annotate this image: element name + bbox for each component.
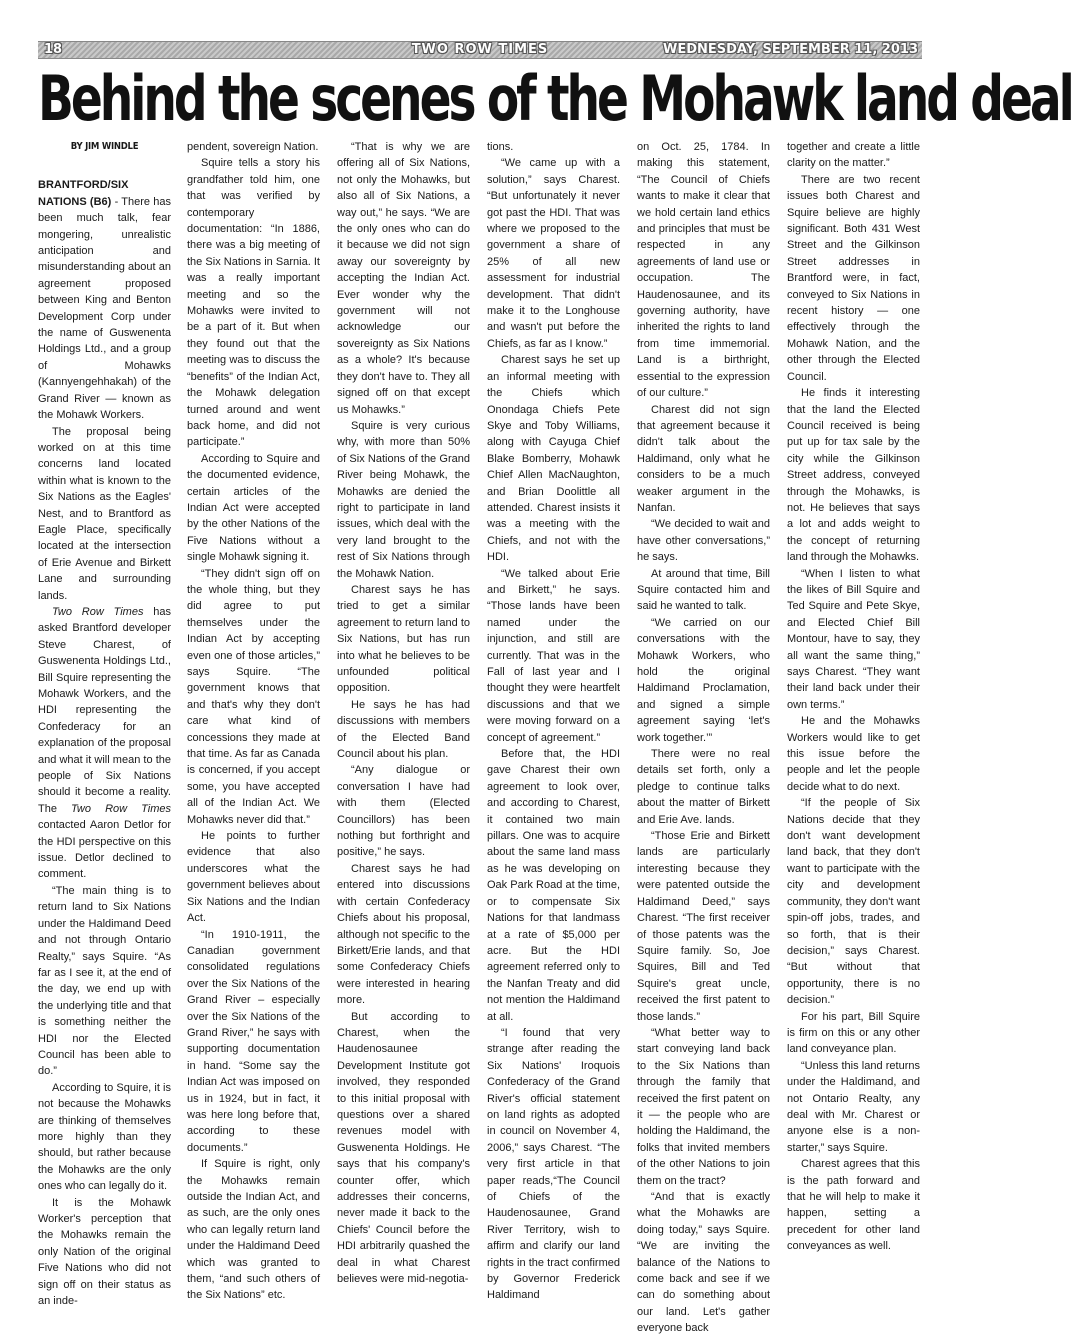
column-6 — [787, 139, 920, 1259]
paragraph: on Oct. 25, 1784. In making this statement, “The Council of Chiefs wants to make it clear that we hold certain land ethics and principles that must be respected in any agreements of land use or occupation. The Haudenosaunee, and its governing authority, have inherited the rights to land from time immemorial. Land is a birthright, essential to the expression of our culture.” — [637, 141, 770, 400]
column-2 — [187, 139, 320, 1302]
paragraph: The proposal being worked on at this time concerns land located within what is known to the Six Nations as the Eagles' Nest, and to Brantford as Eagle Place, specifically located at the intersection of Erie Avenue and Birkett Lane and surrounding lands. — [38, 425, 171, 602]
column-3 — [337, 139, 470, 1286]
paragraph: If Squire is right, only the Mohawks remain outside the Indian Act, and as such, are the only ones who can legally return land under the Haldimand Deed which was granted to them, “and such others of the Six Nations” etc. — [187, 1158, 320, 1302]
paragraph: “Any dialogue or conversation I have had with them (Elected Councillors) has been nothing but forthright and positive,” he says. — [337, 764, 470, 859]
paragraph: Charest says he has tried to get a similar agreement to return land to Six Nations, but has run into what he believes to be unfounded political opposition. — [337, 583, 470, 695]
column-5 — [637, 139, 770, 1335]
paragraph: Charest agrees that this is the path forward and that he will help to make it happen, setting a precedent for other land conveyances as well. — [787, 1158, 920, 1253]
paragraph: “If the people of Six Nations decide that they don't want development land back, that they don't want to participate with the city and development community, they don't want spin-off jobs, trades, and so forth, that is their decision,” says Charest. “But without that opportunity, there is no decision.” — [787, 797, 920, 1007]
paragraph: tions. — [487, 141, 514, 153]
paragraph: “That is why we are offering all of Six Nations, not only the Mohawks, but also all of Six Nations, a way out,” he says. “We are the only ones who can do it because we did not sign away our sovereignty by accepting the Indian Act. Ever wonder why the government will not acknowledge our sovereignty as Six Nations as a whole? It's because they don't have to. They all signed off on that except us Mohawks.” — [337, 141, 470, 416]
paragraph: He points to further evidence that also underscores what the government believes about Six Nations and the Indian Act. — [187, 830, 320, 925]
header-banner — [38, 41, 922, 59]
paragraph: “When I listen to what the likes of Bill Squire and Ted Squire and Pete Skye, and Elected Chief Bill Montour, have to say, they all want the same thing,” says Charest. “They want their land back under their own terms.” — [787, 567, 920, 711]
column-4 — [487, 139, 620, 1302]
paragraph: “I found that very strange after reading the Six Nations' Iroquois Confederacy of the Grand River's official statement on land rights as adopted in council on November 4, 2006,” says Charest. “The very first article in that paper reads,“The Council of Chiefs of the Haudenosaunee, Grand River Territory, wish to affirm and clarify our land rights in the tract confirmed by Governor Frederick Haldimand — [487, 1026, 620, 1302]
paragraph: Charest says he had entered into discussions with certain Confederacy Chiefs about his proposal, although not specific to the Birkett/Erie lands, and that some Confederacy Chiefs were interested in hearing more. — [337, 862, 470, 1007]
paragraph: Charest says he set up an informal meeting with the Chiefs which Onondaga Chiefs Pete Skye and Toby Williams, along with Cayuga Chief Blake Bomberry, Mohawk Chief Allen MacNaughton, and Brian Doolittle all attended. Charest insists it was a meeting with the Chiefs, and not with the HDI. — [487, 354, 620, 564]
paragraph: “We decided to wait and have other conversations,” he says. — [637, 518, 770, 564]
paragraph: According to Squire, it is not because the Mohawks are thinking of themselves more highly than they should, but rather because the Mohawks are the only ones who can legally do it. — [38, 1081, 171, 1193]
paragraph: “What better way to start conveying land back to the Six Nations than through the family that received the first patent on it — the people who are holding the Haldimand, the folks that invited members of the other Nations to join them on the tract? — [637, 1026, 770, 1187]
paragraph: BRANTFORD/SIX NATIONS (B6) - There has been much talk, fear mongering, unrealistic anticipation and misunderstanding about an agreement proposed between King and Benton Development Corp under the name of Guswenenta Holdings Ltd., and a group of Mohawks (Kannyengehhakah) of the Grand River — known as the Mohawk Workers. — [38, 179, 171, 422]
paragraph: According to Squire and the documented evidence, certain articles of the Indian Act were accepted by the other Nations of the Five Nations without a single Mohawk signing it. — [187, 452, 320, 564]
paragraph: “In 1910-1911, the Canadian government consolidated regulations over the Six Nations of the Grand River – especially over the Six Nations of the Grand River,” he says with supporting documentation in hand. “Some say the Indian Act was imposed on us in 1924, but in fact, it was here long before that, according to these documents.” — [187, 928, 320, 1154]
paragraph: “We came up with a solution,” says Charest. “But unfortunately it never got past the HDI. That was where we proposed to the government a share of 25% of all new assessment for industrial development. That didn't make it to the Longhouse and wasn't put before the Chiefs, as far as I know.” — [487, 157, 620, 350]
paragraph: For his part, Bill Squire is firm on this or any other land conveyance plan. — [787, 1010, 920, 1056]
paragraph: “We talked about Erie and Birkett,” he says. “Those lands have been named under the injunction, and still are currently. That was in the Fall of last year and I thought they were heartfelt discussions and that we were moving forward on a concept of agreement.” — [487, 567, 620, 744]
column-1 — [38, 139, 171, 1308]
paragraph: At around that time, Bill Squire contacted him and said he wanted to talk. — [637, 567, 770, 613]
paragraph: “And that is exactly what the Mohawks are doing today,” says Squire. “We are inviting the balance of the Nations to come back and see if we can do something about our land. Let's gather everyone back — [637, 1191, 770, 1335]
byline: BY JIM WINDLE — [70, 141, 139, 152]
paragraph: “Those Erie and Birkett lands are particularly interesting because they were patented outside the Haldimand Deed,” says Charest. “The first receiver of those patents was the Squire family. So, Joe Squires, Bill and Ted Squire's great uncle, received the first patent to those lands.” — [637, 830, 770, 1023]
paragraph: He finds it interesting that the land the Elected Council received is being put up for tax sale by the city while the Gilkinson Street address, conveyed through the Mohawks, is not. He believes that says a lot and adds weight to the concept of returning land through the Mohawks. — [787, 387, 920, 564]
dateline: BRANTFORD/SIX NATIONS (B6) — [38, 179, 129, 208]
paragraph: Charest did not sign that agreement because it didn't talk about the Haldimand, only what he considers to be a much weaker argument in the Nanfan. — [637, 403, 770, 514]
paragraph: Squire tells a story his grandfather told him, one that was verified by contemporary documentation: “In 1886, there was a big meeting of the Six Nations in Sarnia. It was a really important meeting and so the Mohawks were invited to be a part of it. But when they found out that the meeting was to discuss the “benefits” of the Indian Act, the Mohawk delegation turned around and went back home, and did not participate.” — [187, 157, 320, 449]
paragraph: “They didn't sign off on the whole thing, but they did agree to put themselves under the Indian Act by accepting even one of those articles,” says Squire. “The government knows that and that's why they don't care what kind of concessions they made at that time. As far as Canada is concerned, if you accept some, you have accepted all of the Indian Act. We Mohawks never did that.” — [187, 567, 320, 826]
headline: Behind the scenes of the Mohawk land deal — [38, 62, 1072, 135]
paragraph: Two Row Times has asked Brantford developer Steve Charest, of Guswenenta Holdings Ltd., Bill Squire representing the Mohawk Workers, and the HDI representing the Confederacy for an explanation of the proposal and what it will mean to the people of Six Nations should it become a reality. The Two Row Times contacted Aaron Detlor for the HDI perspective on this issue. Detlor declined to comment. — [38, 605, 171, 881]
page-number: 18 — [44, 42, 63, 57]
publication-name: TWO ROW TIMES — [411, 42, 549, 57]
paragraph: Before that, the HDI gave Charest their own agreement to look over, and according to Charest, it contained two main pillars. One was to acquire about the same land mass as he was developing on Oak Park Road at the time, or to compensate Six Nations for that landmass at a rate of $5,000 per acre. But the HDI agreement referred only to the Nanfan Treaty and did not mention the Haldimand at all. — [487, 748, 620, 1023]
paragraph: He and the Mohawks Workers would like to get this issue before the people and let the people decide what to do next. — [787, 715, 920, 793]
paragraph: “Unless this land returns under the Haldimand, and not Ontario Realty, any deal with Mr. Charest or anyone else is a non-starter,” says Squire. — [787, 1059, 920, 1154]
paragraph: pendent, sovereign Nation. — [187, 141, 319, 153]
paragraph: There are two recent issues both Charest and Squire believe are highly significant. Both 431 West Street and the Gilkinson Street addresses in Brantford were, in fact, conveyed to Six Nations in recent history — one effectively through the Mohawk Nation, and the other through the Elected Council. — [787, 173, 920, 383]
paragraph: He says he has had discussions with members of the Elected Band Council about his plan. — [337, 698, 470, 761]
paragraph: “We carried on our conversations with the Mohawk Workers, who hold the original Haldimand Proclamation, and signed a simple agreement saying ‘let's work together.’” — [637, 616, 770, 744]
paragraph: But according to Charest, when the Haudenosaunee Development Institute got involved, they responded to this initial proposal with questions over a shared revenues model with Guswenenta Holdings. He says that his company's counter offer, which addresses their concerns, never made it back to the Chiefs' Council before the HDI arbitrarily quashed the deal in what Charest believes were mid-negotia- — [337, 1010, 470, 1286]
paragraph: “The main thing is to return land to Six Nations under the Haldimand Deed and not through Ontario Realty,” says Squire. “As far as I see it, at the end of the day, we end up with the underlying title and that is something neither the HDI nor the Elected Council has been able to do.” — [38, 884, 171, 1078]
paragraph: It is the Mohawk Worker's perception that the Mohawks remain the only Nation of the original Five Nations who did not sign off on their status as an inde- — [38, 1196, 171, 1308]
issue-date: WEDNESDAY, SEPTEMBER 11, 2013 — [663, 42, 918, 57]
paragraph: Squire is very curious why, with more than 50% of Six Nations of the Grand River being Mohawk, the Mohawks are denied the right to participate in land issues, which deal with the very land brought to the rest of Six Nations through the Mohawk Nation. — [337, 419, 470, 580]
paragraph: together and create a little clarity on the matter.” — [787, 141, 920, 170]
paragraph: There were no real details set forth, only a pledge to continue talks about the matter of Birkett and Erie Ave. lands. — [637, 748, 770, 826]
